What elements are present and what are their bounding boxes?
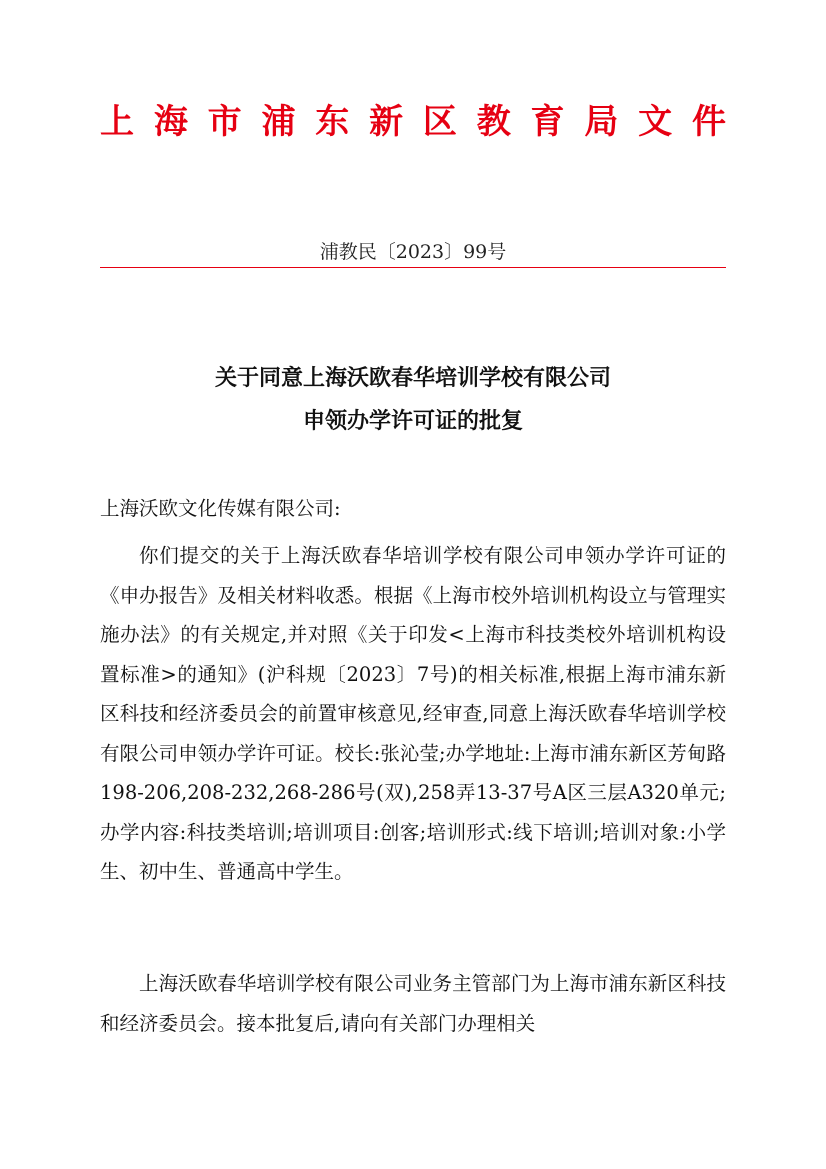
body-paragraph: 上海沃欧春华培训学校有限公司业务主管部门为上海市浦东新区科技和经济委员会。接本批复后,请向有关部门办理相关 [100, 972, 726, 1035]
document-title-line-2: 申领办学许可证的批复 [302, 408, 523, 434]
addressee: 上海沃欧文化传媒有限公司: [100, 497, 341, 520]
document-title-line-1: 关于同意上海沃欧春华培训学校有限公司 [214, 365, 611, 391]
red-divider-line [100, 267, 726, 268]
body-paragraph: 你们提交的关于上海沃欧春华培训学校有限公司申领办学许可证的《申办报告》及相关材料收悉。根据《上海市校外培训机构设立与管理实施办法》的有关规定,并对照《关于印发<上海市科技类校外培训机构设置标准>的通知》(沪科规〔2023〕7号)的相关标准,根据上海市浦东新区科技和经济委员会的前置审核意见,经审查,同意上海沃欧春华培训学校有限公司申领办学许可证。校长:张沁莹;办学地址:上海市浦东新区芳甸路198-206,208-232,268-286号(双),258弄13-37号A区三层A320单元;办学内容:科技类培训;培训项目:创客;培训形式:线下培训;培训对象:小学生、初中生、普通高中学生。 [100, 544, 726, 883]
document-number: 浦教民〔2023〕99号 [319, 241, 507, 263]
issuing-authority-header: 上海市浦东新区教育局文件 [100, 102, 726, 142]
